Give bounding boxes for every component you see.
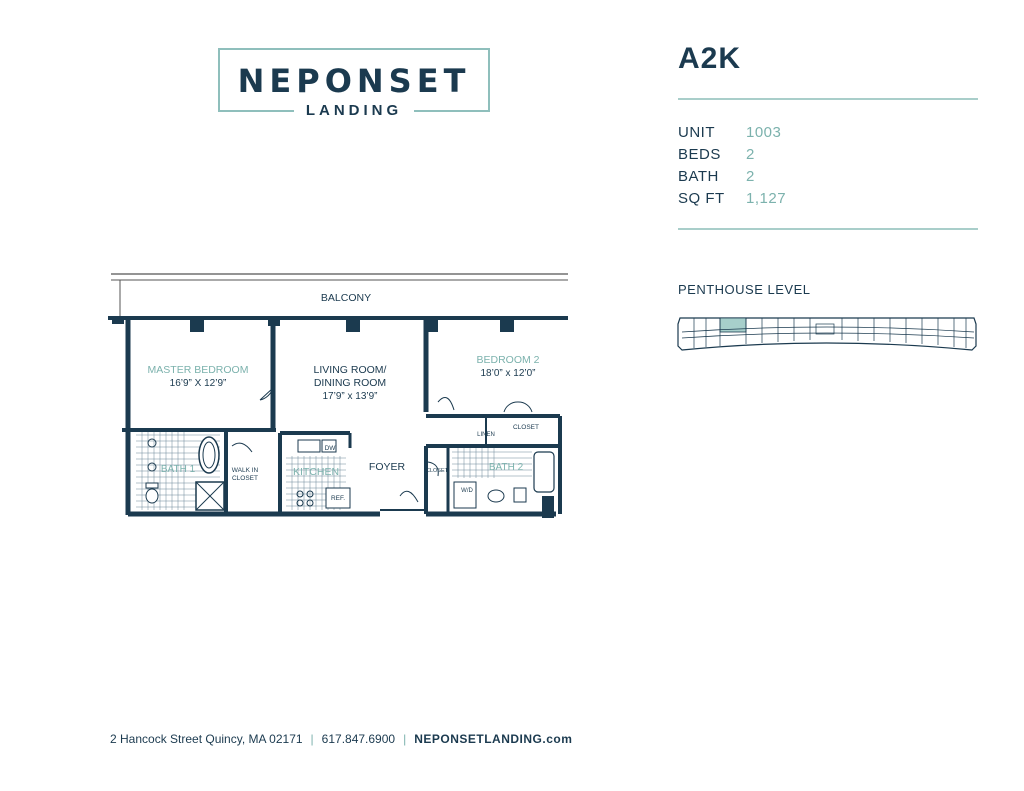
level-title: PENTHOUSE LEVEL [678,282,811,297]
label-foyer: FOYER [368,461,406,473]
label-walkin-1: WALK IN [231,467,259,474]
label-living-room-2: DINING ROOM [313,377,387,389]
spec-label: UNIT [678,124,715,141]
building-keyplan [676,312,980,354]
footer-phone: 617.847.6900 [321,732,396,746]
spec-label: SQ FT [678,190,725,207]
footer-website[interactable]: NEPONSETLANDING.com [414,732,573,746]
label-bath-1: BATH 1 [160,464,196,475]
label-balcony: BALCONY [320,292,372,304]
label-master-bedroom: MASTER BEDROOM [147,364,249,376]
unit-floorplan [108,270,568,520]
label-linen: LINEN [477,432,495,438]
label-bedroom-2-dims: 18’0” x 12’0” [480,368,536,379]
label-ref: REF. [330,495,346,502]
label-closet: CLOSET [512,424,540,431]
label-walkin-2: CLOSET [231,475,259,482]
logo-subname: LANDING [294,102,414,119]
spec-row-bath [678,166,786,188]
label-living-room-dims: 17’9” x 13’9” [322,391,378,402]
footer [110,732,572,746]
spec-value: 1003 [746,124,782,141]
label-dw: DW [324,445,336,452]
brand-logo [218,48,490,119]
footer-address: 2 Hancock Street Quincy, MA 02171 [110,732,303,746]
label-bedroom-2: BEDROOM 2 [476,354,540,366]
spec-label: BEDS [678,146,721,163]
label-master-bedroom-dims: 16’9” X 12’9” [169,378,227,389]
divider-top [678,98,978,100]
label-wd: W/D [461,488,473,494]
unit-specs [678,122,786,210]
label-bath-2: BATH 2 [488,462,524,473]
label-foyer-closet: CLOSET [425,468,449,474]
unit-title: A2K [678,42,742,75]
spec-value: 1,127 [746,190,787,207]
spec-row-sqft [678,188,786,210]
footer-separator: | [310,732,314,746]
highlighted-unit [720,318,746,332]
spec-row-unit [678,122,786,144]
spec-label: BATH [678,168,719,185]
logo-name: NEPONSET [237,62,471,100]
label-living-room-1: LIVING ROOM/ [313,364,387,376]
spec-value: 2 [746,168,755,185]
spec-value: 2 [746,146,755,163]
divider-bottom [678,228,978,230]
spec-row-beds [678,144,786,166]
footer-separator: | [403,732,407,746]
label-kitchen: KITCHEN [292,466,340,478]
